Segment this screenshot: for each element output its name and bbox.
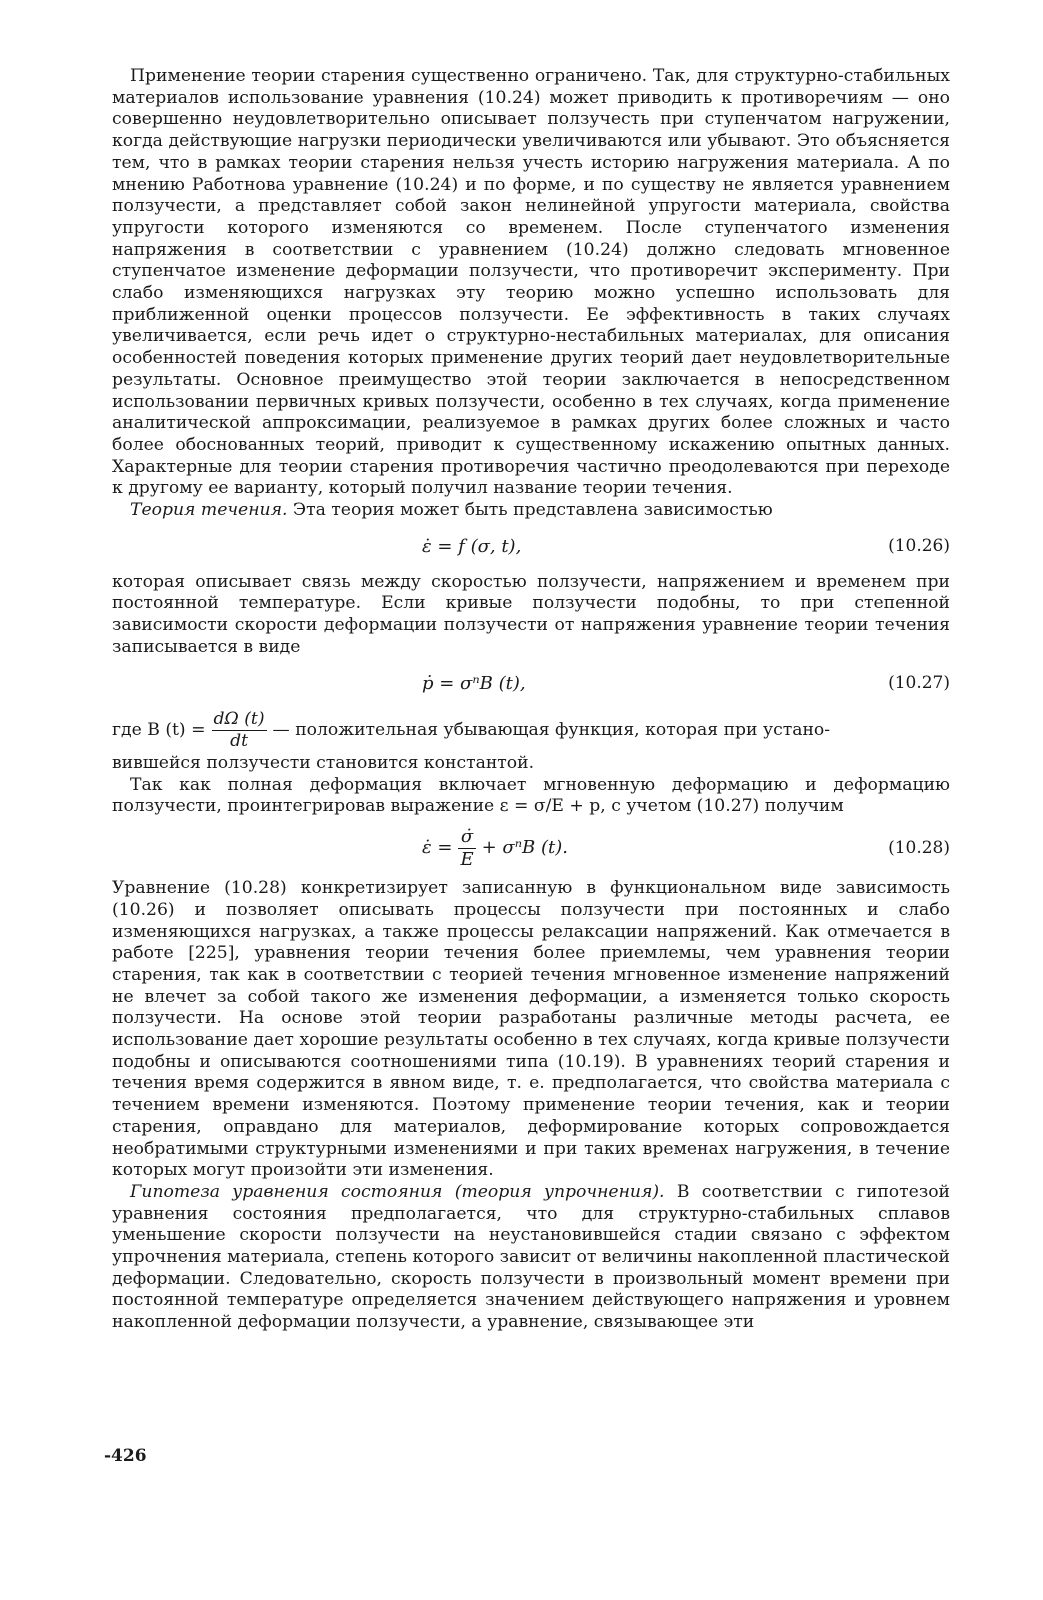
heading-state-equation-hypothesis: Гипотеза уравнения состояния (теория упрочнения). (130, 1181, 665, 1202)
paragraph-total-deformation: Так как полная деформация включает мгновенную деформацию и деформацию ползучести, проинтегрировав выражение ε = σ/E + p, с учетом (10.27) получим (112, 774, 950, 817)
equation-10-26 (112, 526, 950, 568)
heading-flow-theory: Теория течения. (130, 500, 288, 521)
equation-10-28 (112, 822, 950, 874)
paragraph-aging-theory: Применение теории старения существенно ограничено. Так, для структурно-стабильных материалов использование уравнения (10.24) может приводить к противоречиям — оно совершенно неудовлетворительно описывает ползучесть при ступенчатом нагружении, когда действующие нагрузки периодически увеличиваются или убывают. Это объясняется тем, что в рамках теории старения нельзя учесть историю нагружения материала. А по мнению Работнова уравнение (10.24) и по форме, и по существу не является уравнением ползучести, а представляет собой закон нелинейной упругости материала, свойства упругости которого изменяются со временем. После ступенчатого изменения напряжения в соответствии с уравнением (10.24) должно следовать мгновенное ступенчатое изменение деформации ползучести, что противоречит эксперименту. При слабо изменяющихся нагрузках эту теорию можно успешно использовать для приближенной оценки процессов ползучести. Ее эффективность в таких случаях увеличивается, если речь идет о структурно-нестабильных материалах, для описания особенностей поведения которых применение других теорий дает неудовлетворительные результаты. Основное преимущество этой теории заключается в непосредственном использовании первичных кривых ползучести, особенно в тех случаях, когда применение аналитической аппроксимации, реализуемое в рамках других более сложных и часто более обоснованных теорий, приводит к существенному искажению опытных данных. Характерные для теории старения противоречия частично преодолеваются при переходе к другому ее варианту, который получил название теории течения. (112, 66, 950, 499)
equation-10-28-formula (422, 826, 568, 870)
equation-10-28-numerator: σ̇ (458, 826, 475, 849)
flow-theory-intro-text: Эта теория может быть представлена зависимостью (287, 500, 773, 521)
equation-10-28-denominator: E (460, 848, 474, 870)
where-continuation: вившейся ползучести становится константой. (112, 752, 535, 773)
where-suffix: — положительная убывающая функция, которая при устано- (272, 719, 831, 740)
state-equation-text: В соответствии с гипотезой уравнения состояния предполагается, что для структурно-стабильных сплавов уменьшение скорости ползучести на неустановившейся стадии связано с эффектом упрочнения материала, степень которого зависит от величины накопленной пластической деформации. Следовательно, скорость ползучести в произвольный момент времени при постоянной температуре определяется значением действующего напряжения и уровнем накопленной деформации ползучести, а уравнение, связывающее эти (112, 1181, 951, 1333)
where-prefix: где B (t) = (112, 719, 206, 740)
paragraph-flow-theory-description: которая описывает связь между скоростью ползучести, напряжением и временем при постоянной температуре. Если кривые ползучести подобны, то при степенной зависимости скорости деформации ползучести от напряжения уравнение теории течения записывается в виде (112, 571, 950, 657)
paragraph-equation-10-28-discussion: Уравнение (10.28) конкретизирует записанную в функциональном виде зависимость (10.26) и позволяет описывать процессы ползучести при постоянных и слабо изменяющихся нагрузках, а также процессы релаксации напряжений. Как отмечается в работе [225], уравнения теории течения более приемлемы, чем уравнения теории старения, так как в соответствии с теорией течения мгновенное изменение напряжений не влечет за собой такого же изменения деформации, а изменяется только скорость ползучести. На основе этой теории разработаны различные методы расчета, ее использование дает хорошие результаты особенно в тех случаях, когда кривые ползучести подобны и описываются соотношениями типа (10.19). В уравнениях теорий старения и течения время содержится в явном виде, т. е. предполагается, что свойства материала с течением времени изменяются. Поэтому применение теории течения, как и теории старения, оправдано для материалов, деформирование которых сопровождается необратимыми структурными изменениями и при таких временах нагружения, в течение которых могут произойти эти изменения. (112, 878, 950, 1181)
equation-10-28-lhs: ε̇ = (422, 837, 453, 859)
equation-10-28-fraction (458, 826, 475, 870)
equation-10-27 (112, 663, 950, 705)
equation-10-28-rhs: + σⁿB (t). (481, 837, 568, 859)
where-clause (112, 709, 950, 753)
paragraph-state-equation-hypothesis (112, 1182, 950, 1334)
equation-10-28-number: (10.28) (888, 838, 950, 859)
equation-10-27-number: (10.27) (888, 672, 950, 693)
where-denominator: dt (230, 731, 248, 752)
where-fraction (212, 709, 267, 753)
page-body (112, 66, 950, 1334)
page-number: -426 (104, 1446, 147, 1466)
paragraph-flow-theory-intro (112, 500, 950, 522)
equation-10-26-number: (10.26) (888, 535, 950, 556)
equation-10-26-formula: ε̇ = f (σ, t), (422, 535, 522, 557)
equation-10-27-formula: ṗ = σⁿB (t), (422, 672, 526, 694)
where-numerator: dΩ (t) (212, 709, 267, 732)
